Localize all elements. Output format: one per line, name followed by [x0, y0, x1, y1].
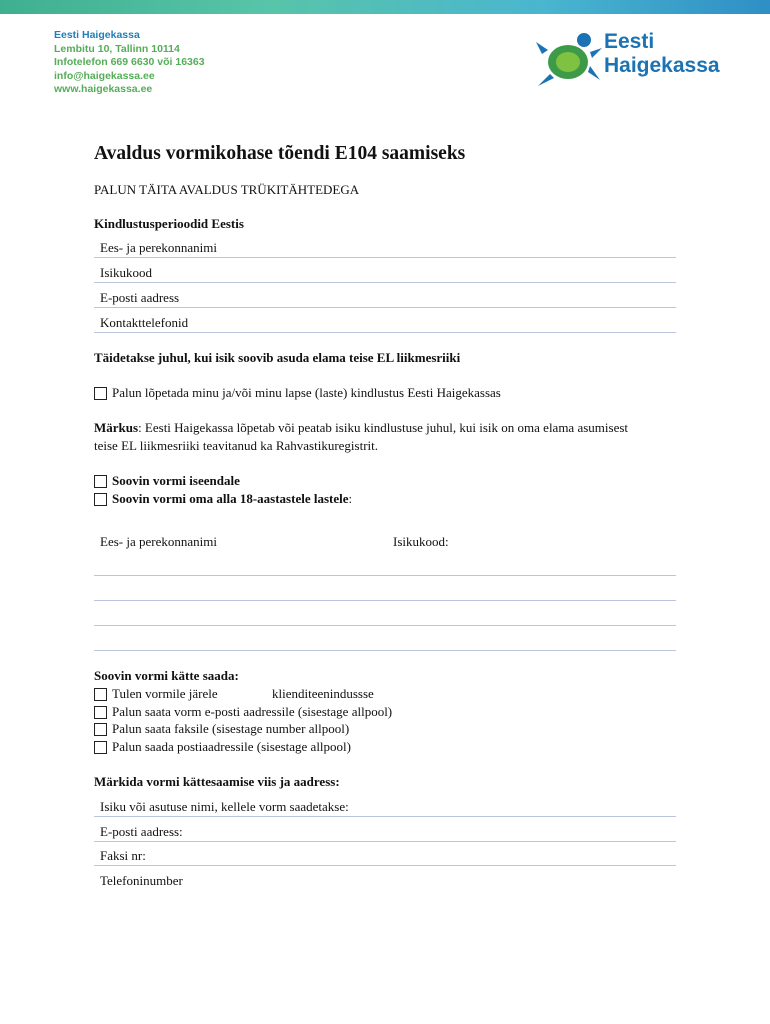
pickup-location: klienditeenindussse: [272, 686, 374, 701]
field-rule: [94, 332, 676, 333]
field-full-name[interactable]: Ees- ja perekonnanimi: [100, 240, 217, 255]
children-form-label: Soovin vormi oma alla 18-aastastele lastele: [112, 491, 349, 506]
note-paragraph: [94, 419, 654, 455]
children-entry-line[interactable]: [94, 600, 676, 601]
pickup-checkbox[interactable]: [94, 688, 107, 701]
field-rule: [94, 841, 676, 842]
logo-wordmark: [604, 30, 720, 78]
children-entry-line[interactable]: [94, 575, 676, 576]
org-address: Lembitu 10, Tallinn 10114: [54, 42, 180, 55]
email-delivery-checkbox[interactable]: [94, 706, 107, 719]
field-rule: [94, 816, 676, 817]
children-form-checkbox[interactable]: [94, 493, 107, 506]
turtle-flipper-top-right: [590, 48, 602, 58]
field-recipient-email[interactable]: E-posti aadress:: [100, 824, 183, 839]
self-form-label: Soovin vormi iseendale: [112, 473, 240, 488]
org-phone: Infotelefon 669 6630 või 16363: [54, 56, 205, 69]
children-id-column: Isikukood:: [393, 534, 449, 549]
post-delivery-checkbox[interactable]: [94, 741, 107, 754]
move-heading: Täidetakse juhul, kui isik soovib asuda elama teise EL liikmesriiki: [94, 350, 461, 365]
field-recipient-name[interactable]: Isiku või asutuse nimi, kellele vorm saadetakse:: [100, 799, 349, 814]
note-label: Märkus: [94, 420, 139, 435]
org-email[interactable]: info@haigekassa.ee: [54, 69, 155, 82]
field-rule: [94, 257, 676, 258]
field-rule: [94, 865, 676, 866]
logo-line2: Haigekassa: [604, 54, 720, 77]
children-form-label-wrap: [112, 491, 352, 507]
page-subtitle: PALUN TÄITA AVALDUS TRÜKITÄHTEDEGA: [94, 182, 360, 197]
receive-heading: Soovin vormi kätte saada:: [94, 668, 239, 683]
children-entry-line[interactable]: [94, 625, 676, 626]
field-fax-number[interactable]: Faksi nr:: [100, 848, 146, 863]
pickup-label: Tulen vormile järele: [112, 686, 218, 701]
fax-delivery-label: Palun saata faksile (sisestage number allpool): [112, 721, 350, 736]
field-rule: [94, 282, 676, 283]
address-heading: Märkida vormi kättesaamise viis ja aadress:: [94, 774, 340, 789]
field-phone-number[interactable]: Telefoninumber: [100, 873, 183, 888]
page-title: Avaldus vormikohase tõendi E104 saamiseks: [94, 143, 466, 164]
email-delivery-label: Palun saata vorm e-posti aadressile (sisestage allpool): [112, 704, 393, 719]
post-delivery-label: Palun saada postiaadressile (sisestage allpool): [112, 739, 351, 754]
turtle-flipper-bottom-left: [538, 74, 554, 86]
children-name-column: Ees- ja perekonnanimi: [100, 534, 217, 549]
org-website[interactable]: www.haigekassa.ee: [54, 83, 153, 96]
turtle-head: [577, 33, 591, 47]
header-color-bar: [0, 0, 770, 14]
turtle-shell-inner: [556, 52, 580, 72]
self-form-checkbox[interactable]: [94, 475, 107, 488]
field-contact-phone[interactable]: Kontakttelefonid: [100, 315, 189, 330]
turtle-flipper-bottom-right: [588, 66, 600, 80]
field-email[interactable]: E-posti aadress: [100, 290, 180, 305]
field-rule: [94, 307, 676, 308]
insurance-heading: Kindlustusperioodid Eestis: [94, 216, 244, 231]
field-personal-code[interactable]: Isikukood: [100, 265, 152, 280]
logo-line1: Eesti: [604, 30, 655, 53]
stop-insurance-checkbox[interactable]: [94, 387, 107, 400]
stop-insurance-label: Palun lõpetada minu ja/või minu lapse (laste) kindlustus Eesti Haigekassas: [112, 385, 501, 400]
turtle-flipper-top-left: [536, 42, 548, 54]
children-entry-line[interactable]: [94, 650, 676, 651]
org-name: Eesti Haigekassa: [54, 29, 140, 41]
note-text: : Eesti Haigekassa lõpetab või peatab isiku kindlustuse juhul, kui isik on oma elama asumisest teise EL liikmesriiki teavitanud ka Rahvastikuregistrit.: [94, 420, 629, 453]
fax-delivery-checkbox[interactable]: [94, 723, 107, 736]
children-form-suffix: :: [348, 491, 353, 506]
contact-block: [54, 29, 205, 97]
